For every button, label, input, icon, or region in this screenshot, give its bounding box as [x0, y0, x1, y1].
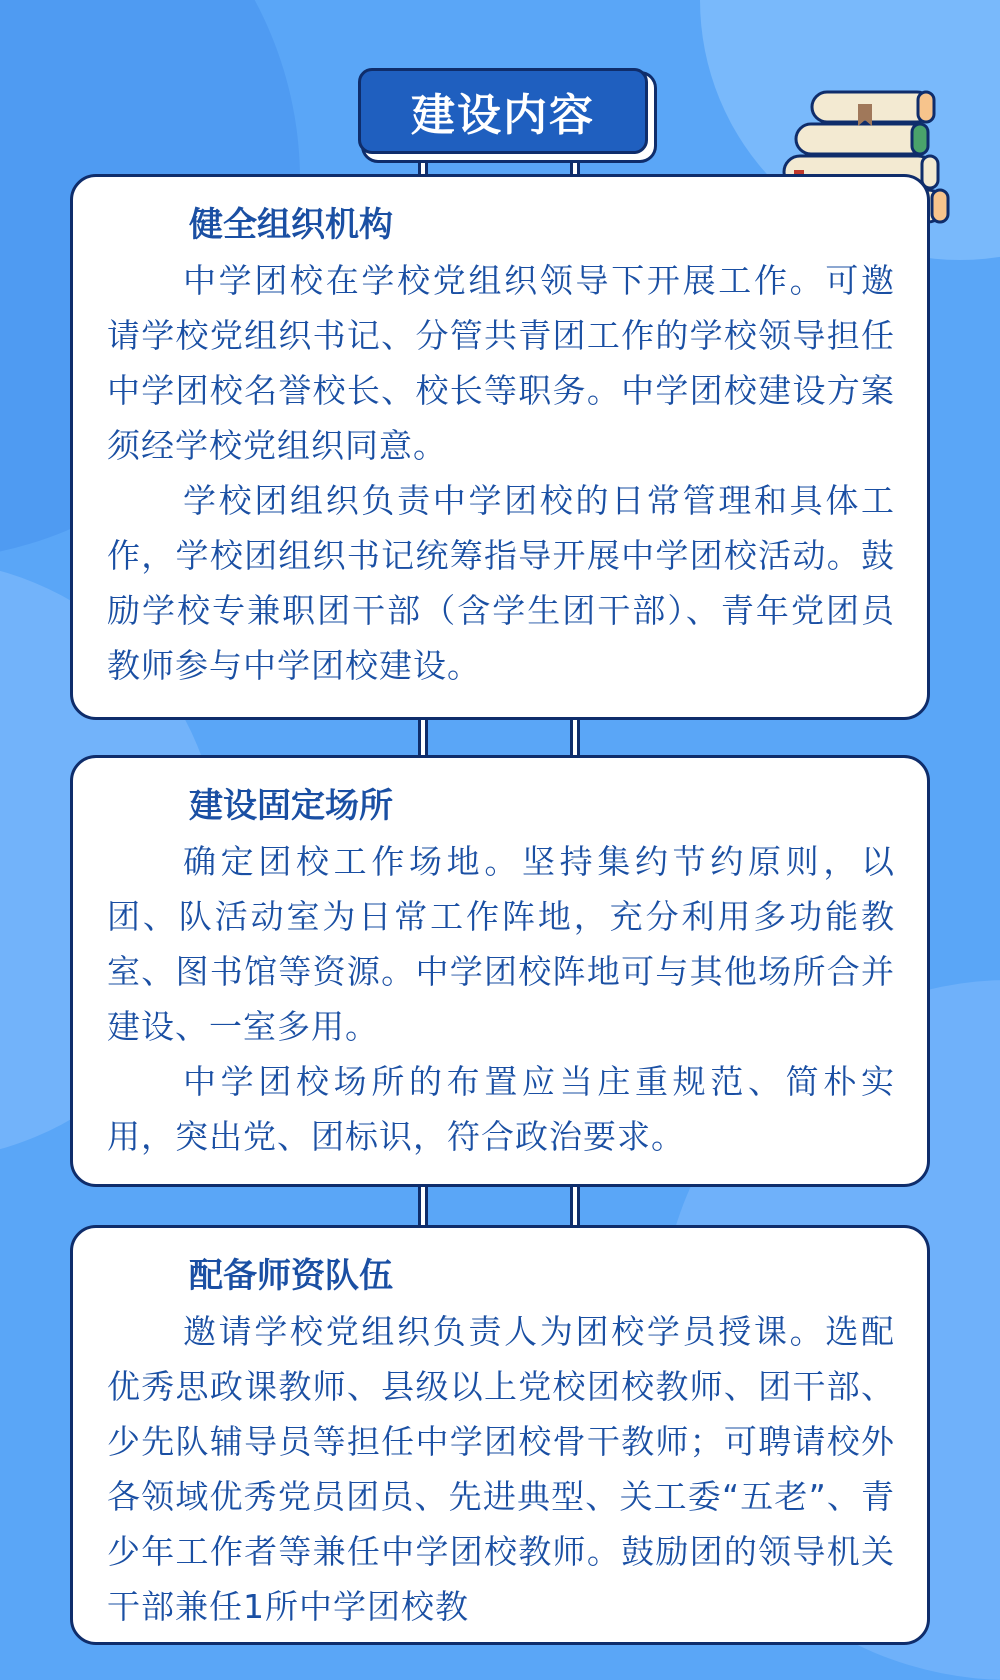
section-paragraph: 中学团校场所的布置应当庄重规范、简朴实用，突出党、团标识，符合政治要求。 — [107, 1061, 895, 1156]
section-paragraph: 中学团校在学校党组织领导下开展工作。可邀请学校党组织书记、分管共青团工作的学校领导担任中学团校名誉校长、校长等职务。中学团校建设方案须经学校党组织同意。 — [107, 260, 895, 465]
section-heading: 建设固定场所 — [183, 784, 399, 830]
section-card — [70, 174, 930, 720]
section-card — [70, 1225, 930, 1645]
section-heading: 健全组织机构 — [183, 203, 399, 249]
connector-rail — [570, 716, 580, 760]
section-paragraph: 学校团组织负责中学团校的日常管理和具体工作，学校团组织书记统筹指导开展中学团校活动。鼓励学校专兼职团干部（含学生团干部）、青年党团员教师参与中学团校建设。 — [107, 480, 895, 685]
section-heading: 配备师资队伍 — [183, 1254, 399, 1300]
connector-rail — [570, 1186, 580, 1230]
section-paragraph: 确定团校工作场地。坚持集约节约原则，以团、队活动室为日常工作阵地，充分利用多功能教室、图书馆等资源。中学团校阵地可与其他场所合并建设、一室多用。 — [107, 841, 895, 1046]
connector-rail — [418, 1186, 428, 1230]
connector-rail — [418, 716, 428, 760]
page-title: 建设内容 — [358, 68, 648, 154]
section-card — [70, 755, 930, 1187]
section-paragraph: 邀请学校党组织负责人为团校学员授课。选配优秀思政课教师、县级以上党校团校教师、团干部、少先队辅导员等担任中学团校骨干教师；可聘请校外各领域优秀党员团员、先进典型、关工委“五老”、青少年工作者等兼任中学团校教师。鼓励团的领导机关干部兼任1所中学团校教 — [107, 1311, 895, 1626]
